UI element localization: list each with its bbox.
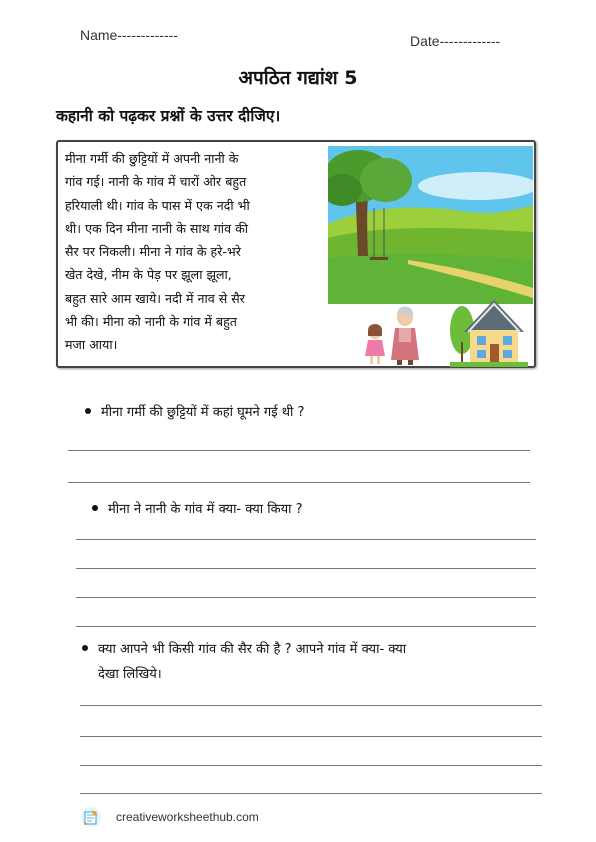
story-line: मजा आया।	[65, 337, 118, 353]
question-text-continued: देखा लिखिये।	[98, 667, 162, 682]
question-text: मीना ने नानी के गांव में क्या- क्या किया ?	[108, 502, 303, 517]
story-line: मीना गर्मी की छुट्टियों में अपनी नानी के	[65, 151, 239, 166]
answer-line[interactable]	[76, 626, 536, 627]
answer-line[interactable]	[80, 736, 542, 737]
story-box	[56, 140, 536, 368]
question-2	[92, 497, 303, 522]
pencil-paper-logo-icon	[80, 806, 102, 828]
story-line: थी। एक दिन मीना नानी के साथ गांव की	[65, 220, 249, 236]
worksheet-instruction: कहानी को पढ़कर प्रश्नों के उत्तर दीजिए।	[56, 107, 281, 125]
answer-line[interactable]	[76, 568, 536, 569]
question-1	[85, 400, 304, 425]
story-line: सैर पर निकली। मीना ने गांव के हरे-भरे	[65, 244, 241, 260]
story-line: भी की। मीना को नानी के गांव में बहुत	[65, 314, 237, 330]
question-3	[82, 637, 542, 687]
answer-line[interactable]	[80, 793, 542, 794]
bullet-icon	[92, 505, 98, 511]
landscape-illustration	[328, 146, 533, 304]
story-line: गांव गई। नानी के गांव में चारों ओर बहुत	[65, 174, 247, 190]
answer-line[interactable]	[80, 765, 542, 766]
story-passage	[65, 147, 335, 357]
date-field-label: Date-------------	[410, 33, 501, 49]
girl-and-grandmother-illustration	[361, 300, 431, 366]
story-line: हरियाली थी। गांव के पास में एक नदी भी	[65, 197, 250, 213]
answer-line[interactable]	[68, 482, 530, 483]
question-text: क्या आपने भी किसी गांव की सैर की है ? आपने गांव में क्या- क्या	[98, 642, 407, 657]
bullet-icon	[85, 408, 91, 414]
bullet-icon	[82, 645, 88, 651]
story-line: खेत देखे, नीम के पेड़ पर झूला झूला,	[65, 267, 232, 283]
footer-website[interactable]: creativeworksheethub.com	[116, 810, 259, 824]
house-illustration	[446, 292, 532, 368]
name-field-label: Name-------------	[80, 27, 178, 43]
answer-line[interactable]	[80, 705, 542, 706]
story-line: बहुत सारे आम खाये। नदी में नाव से सैर	[65, 290, 245, 306]
worksheet-title: अपठित गद्यांश 5	[238, 67, 358, 89]
answer-line[interactable]	[76, 597, 536, 598]
question-text: मीना गर्मी की छुट्टियों में कहां घूमने गई थी ?	[101, 405, 305, 420]
answer-line[interactable]	[68, 450, 530, 451]
footer	[80, 804, 259, 830]
answer-line[interactable]	[76, 539, 536, 540]
